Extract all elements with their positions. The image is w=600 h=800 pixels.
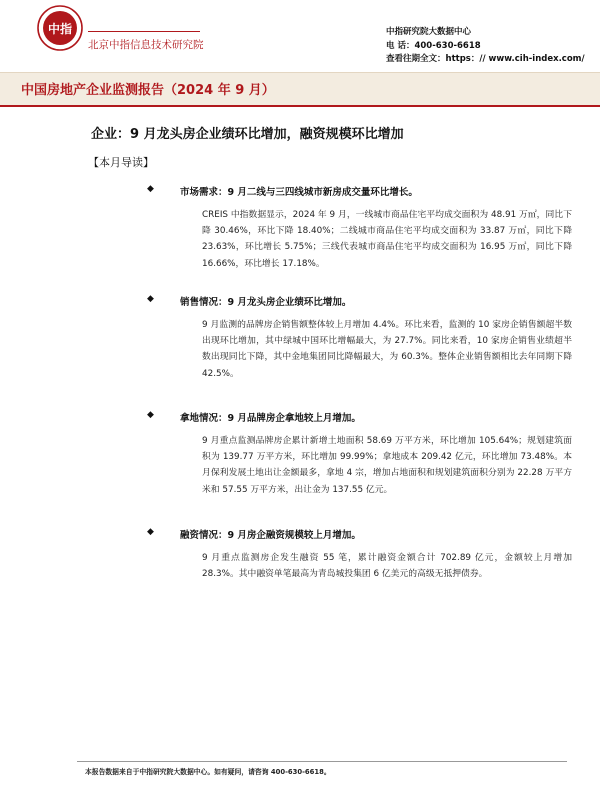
org-name: 北京中指信息技术研究院 — [88, 39, 204, 51]
section-sales — [147, 294, 572, 382]
section-heading — [147, 184, 572, 198]
section-body: CREIS 中指数据显示，2024 年 9 月，一线城市商品住宅平均成交面积为 48.91 万㎡，同比下降 30.46%，环比下降 18.40%；二线城市商品住宅平均成交面积为 33.87 万㎡，同比下降 23.63%，环比增长 5.75%；三线代表城市商品住宅平均成交面积为 16.95 万㎡，同比下降 16.66%，环比增长 17.18%。 — [202, 210, 572, 269]
contact-line-3 — [386, 53, 585, 67]
band-divider — [0, 105, 600, 107]
phone-label: 电 话： — [386, 40, 415, 51]
section-heading — [147, 527, 572, 541]
archive-label: 查看往期全文： — [386, 54, 446, 64]
archive-link[interactable]: https：// www.cih-index.com/ — [445, 54, 585, 64]
section-body: 9 月重点监测品牌房企累计新增土地面积 58.69 万平方米，环比增加 105.64%；规划建筑面积为 139.77 万平方米，环比增加 99.99%；拿地成本 209.42 亿元，环比增加 73.48%。本月保利发展土地出让金额最多，拿地 4 宗，增加占地面积和规划建筑面积分别为 22.28 万平方米和 57.55 万平方米，出让金为 137.55 亿元。 — [202, 436, 572, 495]
section-heading-text: 销售情况：9 月龙头房企业绩环比增加。 — [180, 297, 352, 308]
diamond-bullet-icon: ◆ — [147, 184, 154, 194]
contact-block — [386, 26, 585, 67]
footer-divider — [77, 761, 567, 762]
section-land-acquisition — [147, 410, 572, 498]
section-heading — [147, 410, 572, 424]
section-financing — [147, 527, 572, 582]
section-heading-text: 融资情况：9 月房企融资规模较上月增加。 — [180, 530, 361, 541]
guide-label: 【本月导读】 — [88, 156, 154, 169]
contact-line-2 — [386, 40, 585, 54]
section-heading-text: 拿地情况：9 月品牌房企拿地较上月增加。 — [180, 413, 361, 424]
report-title: 中国房地产企业监测报告（2024 年 9 月） — [21, 83, 275, 98]
phone-number[interactable]: 400-630-6618 — [414, 40, 481, 51]
diamond-bullet-icon: ◆ — [147, 527, 154, 537]
section-market-demand — [147, 184, 572, 272]
page-headline: 企业：9 月龙头房企业绩环比增加，融资规模环比增加 — [91, 127, 404, 142]
contact-line-1 — [386, 26, 585, 40]
section-body: 9 月重点监测房企发生融资 55 笔，累计融资金额合计 702.89 亿元，金额较上月增加 28.3%。其中融资单笔最高为青岛城投集团 6 亿美元的高级无抵押债券。 — [202, 553, 572, 580]
company-logo — [36, 4, 84, 52]
section-heading-text: 市场需求：9 月二线与三四线城市新房成交量环比增长。 — [180, 187, 418, 198]
header-divider — [88, 31, 200, 32]
contact-center-label: 中指研究院大数据中心 — [386, 27, 472, 37]
footer-note: 本报告数据来自于中指研究院大数据中心。如有疑问，请咨询 400-630-6618。 — [85, 768, 331, 776]
section-heading — [147, 294, 572, 308]
section-body: 9 月监测的品牌房企销售额整体较上月增加 4.4%。环比来看，监测的 10 家房企销售额超半数出现环比增加，其中绿城中国环比增幅最大，为 27.7%。同比来看，10 家房企销售业绩超半数出现同比下降，其中金地集团同比降幅最大，为 60.3%。整体企业销售额相比去年同期下降 42.5%。 — [202, 320, 572, 379]
logo-text: 中指 — [47, 22, 73, 36]
diamond-bullet-icon: ◆ — [147, 410, 154, 420]
diamond-bullet-icon: ◆ — [147, 294, 154, 304]
